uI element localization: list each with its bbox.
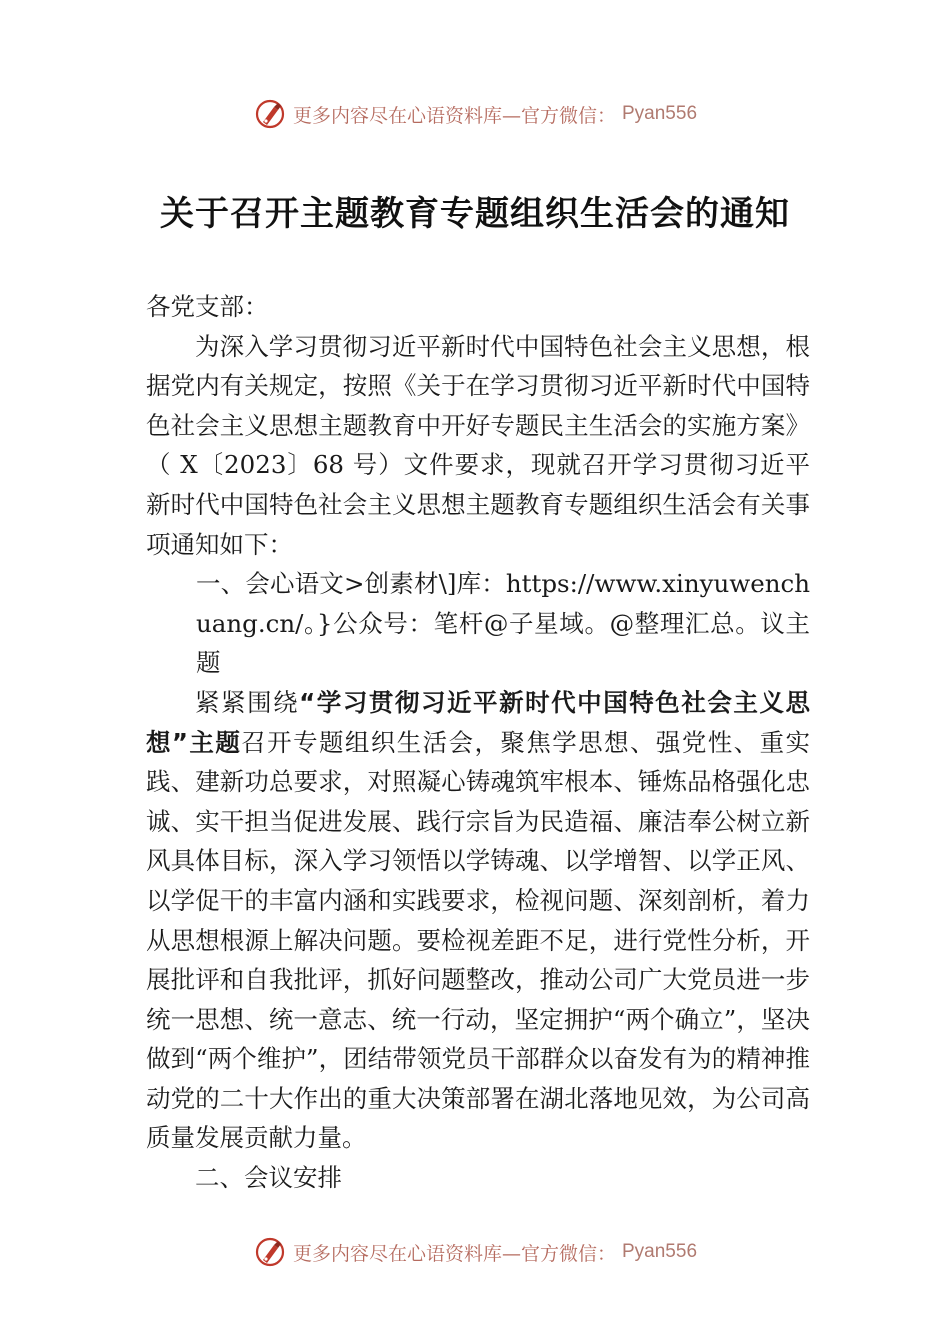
pen-nib-icon [253, 1235, 287, 1269]
section-1-emphasis: “学习贯彻习近平新时代中国特色社会主义思想”主题 [146, 687, 810, 757]
wechat-id: Pyan556 [622, 103, 698, 124]
section-2-heading: 二、会议安排 [195, 1163, 342, 1193]
salutation: 各党支部： [146, 292, 269, 321]
pen-nib-icon [253, 97, 287, 131]
banner-text: 更多内容尽在心语资料库—官方微信： [292, 1242, 616, 1265]
footer-banner [0, 1232, 950, 1272]
document-body [146, 287, 810, 1198]
header-banner [0, 94, 950, 134]
banner-text: 更多内容尽在心语资料库—官方微信： [292, 104, 616, 127]
section-1-rest: 召开专题组织生活会，聚焦学思想、强党性、重实践、建新功总要求，对照凝心铸魂筑牢根本、锤炼品格强化忠诚、实干担当促进发展、践行宗旨为民造福、廉洁奉公树立新风具体目标，深入学习领悟以学铸魂、以学增智、以学正风、以学促干的丰富内涵和实践要求，检视问题、深刻剖析，着力从思想根源上解决问题。要检视差距不足，进行党性分析，开展批评和自我批评，抓好问题整改，推动公司广大党员进一步统一思想、统一意志、统一行动，坚定拥护“两个确立”，坚决做到“两个维护”，团结带领党员干部群众以奋发有为的精神推动党的二十大作出的重大决策部署在湖北落地见效，为公司高质量发展贡献力量。 [146, 727, 810, 1153]
section-1-heading: 一、会心语文>创素材\]库：https://www.xinyuwenchuang.cn/。}公众号：笔杆@子星域。@整理汇总。议主题 [196, 569, 810, 678]
section-1-paragraph [146, 683, 810, 1158]
section-1-lead: 紧紧围绕 [195, 687, 300, 717]
intro-paragraph: 为深入学习贯彻习近平新时代中国特色社会主义思想，根据党内有关规定，按照《关于在学习贯彻习近平新时代中国特色社会主义思想主题教育中开好专题民主生活会的实施方案》（ X〔2023〕68 号）文件要求，现就召开学习贯彻习近平新时代中国特色社会主义思想主题教育专题组织生活会有关事项通知如下： [146, 331, 810, 559]
document-title: 关于召开主题教育专题组织生活会的通知 [160, 194, 790, 234]
wechat-id: Pyan556 [622, 1241, 698, 1262]
